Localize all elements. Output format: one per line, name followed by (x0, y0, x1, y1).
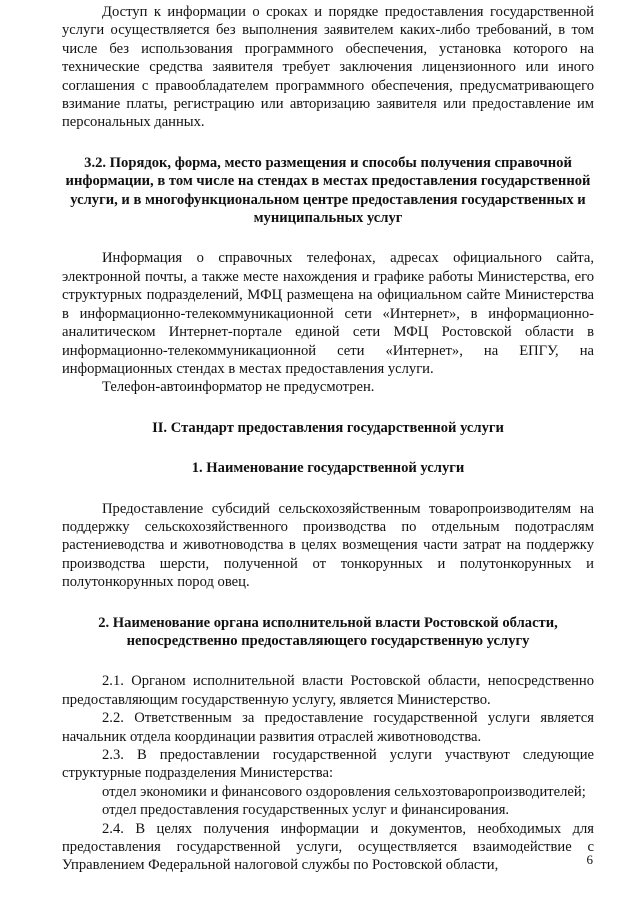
intro-paragraph: Доступ к информации о сроках и порядке предоставления государственной услуги осуществляется без выполнения заявителем каких-либо требований, в том числе без использования программного обеспечения, установка которого на технические средства заявителя требует заключения лицензионного или иного соглашения с правообладателем программного обеспечения, предусматривающего взимание платы, регистрацию или авторизацию заявителя или предоставление им персональных данных. (62, 4, 594, 131)
section-2-3-paragraph: 2.3. В предоставлении государственной услуги участвуют следующие структурные подразделения Министерства: (62, 747, 594, 782)
page-number: 6 (586, 852, 593, 867)
section-2-heading: 2. Наименование органа исполнительной власти Ростовской области, непосредственно предоставляющего государственную услугу (98, 614, 558, 649)
spacer (62, 592, 594, 614)
spacer (62, 227, 594, 249)
section-3-2-heading: 3.2. Порядок, форма, место размещения и способы получения справочной информации, в том числе на стендах в местах предоставления государственной услуги, и в многофункциональном центре предоставления государственных и муниципальных услуг (65, 154, 591, 227)
spacer (62, 437, 594, 459)
section-2-1-paragraph: 2.1. Органом исполнительной власти Ростовской области, непосредственно предоставляющим государственную услугу, является Министерство. (62, 673, 594, 708)
section-3-2-paragraph: Информация о справочных телефонах, адресах официального сайта, электронной почты, а также месте нахождения и графике работы Министерства, его структурных подразделений, МФЦ размещена на официальном сайте Министерства в информационно-телекоммуникационной сети «Интернет», в информационно-аналитическом Интернет-портале единой сети МФЦ Ростовской области в информационно-телекоммуникационной сети «Интернет», на ЕПГУ, на информационных стендах в местах предоставления услуги. (62, 250, 594, 377)
section-2-2-paragraph: 2.2. Ответственным за предоставление государственной услуги является начальник отдела координации развития отраслей животноводства. (62, 710, 594, 745)
spacer (62, 650, 594, 672)
spacer (62, 397, 594, 419)
spacer (62, 478, 594, 500)
spacer (62, 132, 594, 154)
part-2-heading: II. Стандарт предоставления государственной услуги (152, 419, 504, 436)
department-economics: отдел экономики и финансового оздоровления сельхозтоваропроизводителей; (102, 783, 586, 800)
page-content (62, 3, 594, 875)
section-2-4-paragraph: 2.4. В целях получения информации и документов, необходимых для предоставления государственной услуги, осуществляется взаимодействие с Управлением Федеральной налоговой службы по Ростовской области, (62, 820, 594, 874)
section-1-paragraph: Предоставление субсидий сельскохозяйственным товаропроизводителям на поддержку сельскохозяйственного производства по отдельным подотраслям растениеводства и животноводства в целях возмещения части затрат на поддержку производства шерсти, полученной от тонкорунных и полутонкорунных и полутонкорунных пород овец. (62, 500, 594, 591)
section-1-heading: 1. Наименование государственной услуги (191, 460, 465, 477)
section-3-2-paragraph-phone: Телефон-автоинформатор не предусмотрен. (102, 379, 375, 396)
department-services: отдел предоставления государственных услуг и финансирования. (102, 802, 510, 819)
